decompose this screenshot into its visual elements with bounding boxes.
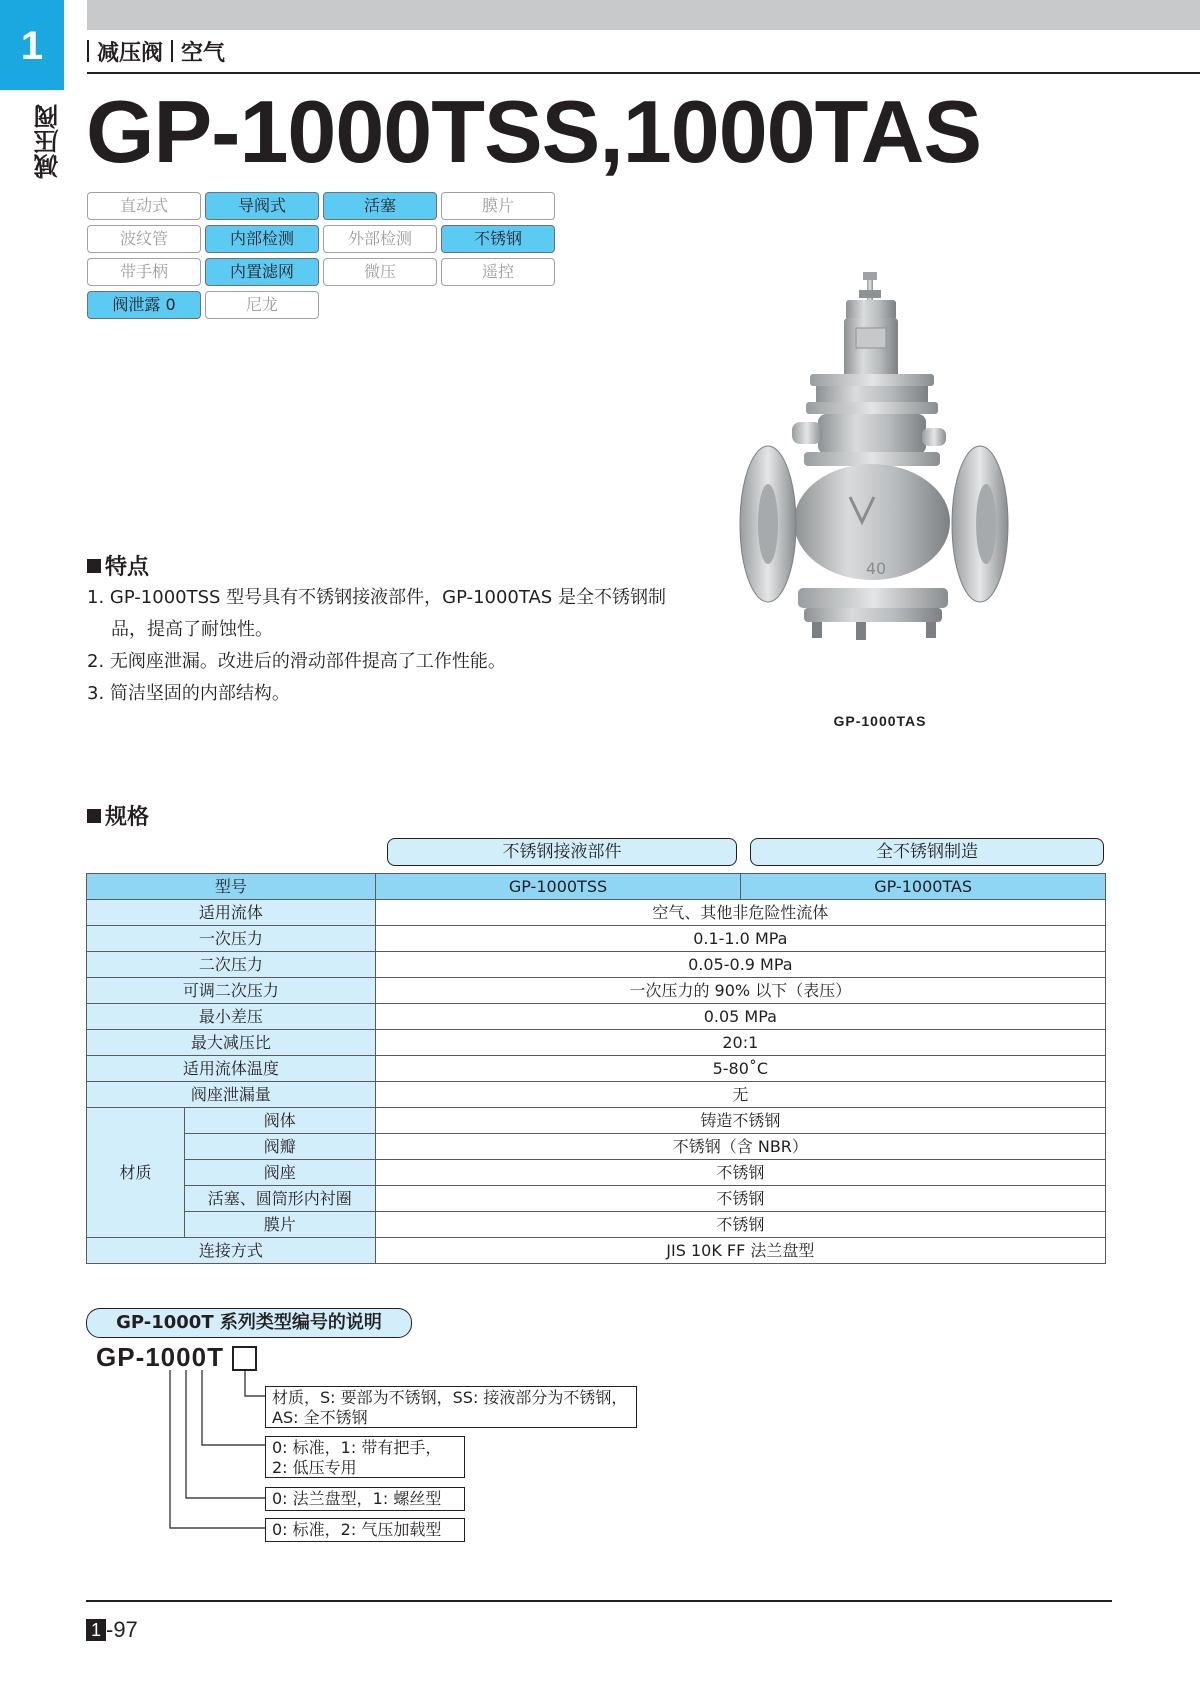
table-row: [87, 1212, 1106, 1238]
spec-label-cell: 二次压力: [87, 952, 376, 978]
table-row: [87, 900, 1106, 926]
table-row: [87, 1108, 1106, 1134]
spec-label-cell: 最大减压比: [87, 1030, 376, 1056]
spec-label-cell: 一次压力: [87, 926, 376, 952]
spec-value-cell: 0.05-0.9 MPa: [375, 952, 1105, 978]
feature-chip: 遥控: [441, 258, 555, 286]
table-row: [87, 978, 1106, 1004]
code-connector-lines: [160, 1370, 270, 1550]
model-label-cell: 型号: [87, 874, 376, 900]
material-value-cell: 不锈钢: [375, 1212, 1105, 1238]
code-note-handle: 0: 标准，1: 带有把手， 2: 低压专用: [265, 1436, 465, 1478]
table-row: [87, 1186, 1106, 1212]
material-value-cell: 不锈钢: [375, 1160, 1105, 1186]
valve-product-image: [738, 272, 1018, 702]
spec-value-cell: 5-80˚C: [375, 1056, 1105, 1082]
page-chapter-block: 1: [86, 1619, 106, 1641]
spec-label-cell: 可调二次压力: [87, 978, 376, 1004]
material-label-cell: 阀瓣: [184, 1134, 375, 1160]
feature-chip: 带手柄: [87, 258, 201, 286]
chapter-tab: 1: [0, 0, 64, 90]
feature-chip: 直动式: [87, 192, 201, 220]
model-code-placeholder-box: [232, 1346, 257, 1371]
table-row: [87, 1238, 1106, 1264]
code-note-connection: 0: 法兰盘型，1: 螺丝型: [265, 1487, 465, 1511]
spec-value-cell: 一次压力的 90% 以下（表压）: [375, 978, 1105, 1004]
group-header-stainless-wetted: 不锈钢接液部件: [387, 838, 737, 866]
page-title: GP-1000TSS,1000TAS: [86, 82, 982, 181]
table-row: [87, 1134, 1106, 1160]
table-row: [87, 926, 1106, 952]
feature-chip: 尼龙: [205, 291, 319, 319]
spec-label-cell: 最小差压: [87, 1004, 376, 1030]
table-row: [87, 952, 1106, 978]
code-note-material: 材质，S: 要部为不锈钢，SS: 接液部分为不锈钢， AS: 全不锈钢: [265, 1386, 637, 1428]
breadcrumb-item: 空气: [181, 40, 226, 66]
body-size-mark: 40: [865, 559, 887, 578]
spec-label-cell: 适用流体: [87, 900, 376, 926]
header-rule: [87, 72, 1200, 74]
model-cell: GP-1000TAS: [741, 874, 1106, 900]
spec-label-cell: 适用流体温度: [87, 1056, 376, 1082]
material-label-cell: 阀体: [184, 1108, 375, 1134]
material-group-cell: 材质: [87, 1108, 185, 1238]
features-list: [87, 582, 687, 710]
group-header-all-stainless: 全不锈钢制造: [750, 838, 1104, 866]
model-cell: GP-1000TSS: [375, 874, 741, 900]
code-note-loading: 0: 标准，2: 气压加载型: [265, 1518, 465, 1542]
spec-value-cell: 0.05 MPa: [375, 1004, 1105, 1030]
spec-label-cell: 阀座泄漏量: [87, 1082, 376, 1108]
spec-heading: 规格: [87, 800, 149, 831]
connection-label-cell: 连接方式: [87, 1238, 376, 1264]
model-code-text: GP-1000T: [96, 1342, 224, 1372]
feature-chip: 导阀式: [205, 192, 319, 220]
table-row: [87, 1004, 1106, 1030]
page-number: [86, 1617, 138, 1643]
feature-chip: 不锈钢: [441, 225, 555, 253]
feature-item: 3. 简洁坚固的内部结构。: [87, 683, 290, 704]
footer-rule: [86, 1600, 1112, 1602]
material-value-cell: 不锈钢: [375, 1186, 1105, 1212]
feature-chip: 阀泄露 0: [87, 291, 201, 319]
features-heading: 特点: [87, 550, 149, 581]
material-label-cell: 活塞、圆筒形内衬圈: [184, 1186, 375, 1212]
table-row: [87, 1056, 1106, 1082]
image-caption: GP-1000TAS: [833, 713, 927, 729]
table-row: [87, 874, 1106, 900]
connection-value-cell: JIS 10K FF 法兰盘型: [375, 1238, 1105, 1264]
table-row: [87, 1082, 1106, 1108]
breadcrumb: [87, 36, 233, 66]
feature-chip: 微压: [323, 258, 437, 286]
material-value-cell: 不锈钢（含 NBR）: [375, 1134, 1105, 1160]
side-category-text: 减压阀: [33, 104, 62, 179]
feature-chip: 内部检测: [205, 225, 319, 253]
feature-chip: 内置滤网: [205, 258, 319, 286]
spec-value-cell: 空气、其他非危险性流体: [375, 900, 1105, 926]
table-row: [87, 1160, 1106, 1186]
spec-value-cell: 0.1-1.0 MPa: [375, 926, 1105, 952]
material-label-cell: 阀座: [184, 1160, 375, 1186]
top-gray-bar: [87, 0, 1200, 30]
spec-value-cell: 20:1: [375, 1030, 1105, 1056]
side-category-label: [34, 104, 62, 185]
feature-chip: 外部检测: [323, 225, 437, 253]
feature-chip: 波纹管: [87, 225, 201, 253]
breadcrumb-item: 减压阀: [97, 40, 164, 66]
spec-table: [86, 873, 1106, 1264]
table-row: [87, 1030, 1106, 1056]
feature-item: 2. 无阀座泄漏。改进后的滑动部件提高了工作性能。: [87, 651, 506, 672]
material-value-cell: 铸造不锈钢: [375, 1108, 1105, 1134]
spec-value-cell: 无: [375, 1082, 1105, 1108]
feature-chip: 活塞: [323, 192, 437, 220]
page-number-text: -97: [106, 1617, 138, 1642]
material-label-cell: 膜片: [184, 1212, 375, 1238]
model-code-heading: GP-1000T 系列类型编号的说明: [86, 1308, 412, 1338]
feature-chip: 膜片: [441, 192, 555, 220]
feature-item: 1. GP-1000TSS 型号具有不锈钢接液部件，GP-1000TAS 是全不锈钢制品，提高了耐蚀性。: [87, 587, 666, 640]
